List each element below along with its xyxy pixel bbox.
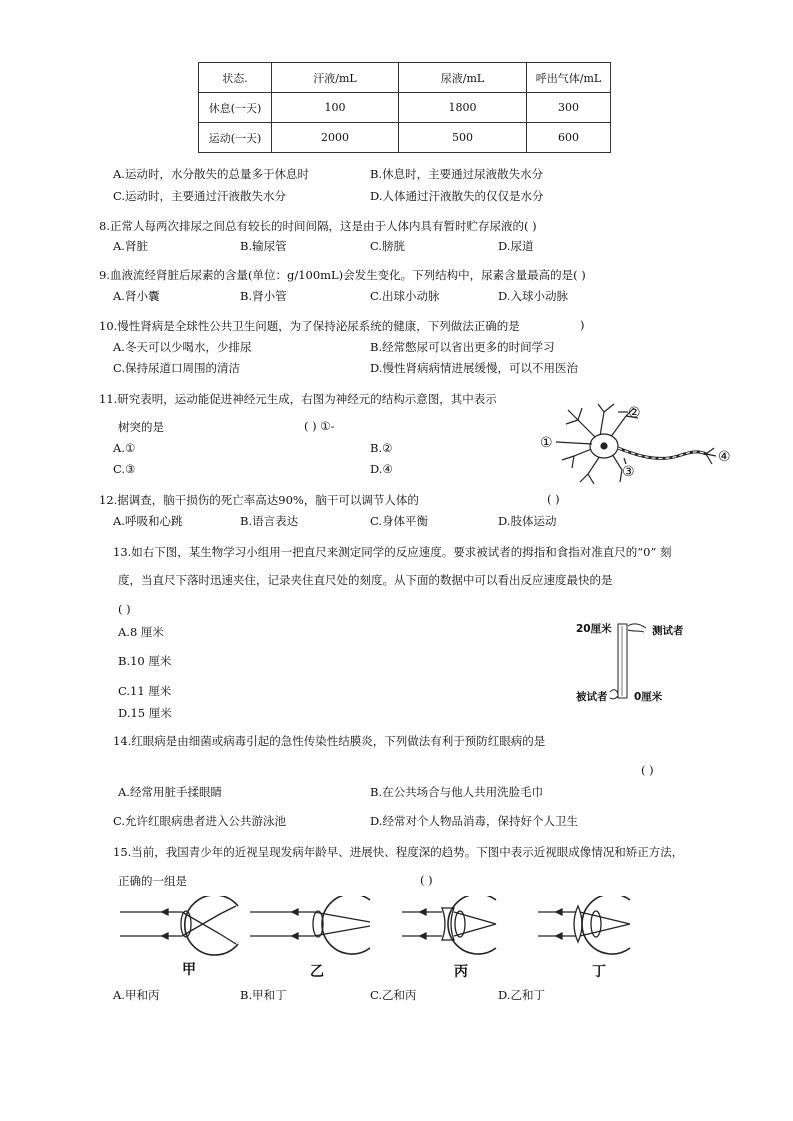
eye-diagrams (120, 896, 660, 980)
ruler (618, 624, 627, 698)
q14-stem: 14.红眼病是由细菌或病毒引起的急性传染性结膜炎，下列做法有利于预防红眼病的是 (113, 734, 546, 748)
q9-option-b: B.肾小管 (240, 289, 287, 303)
subject-label: 被试者 (576, 691, 608, 703)
q10-stem: 10.慢性肾病是全球性公共卫生问题，为了保持泌尿系统的健康，下列做法正确的是 (99, 319, 520, 333)
q15-answer-paren: ( ) (420, 873, 433, 887)
q12-stem: 12.据调查，脑干损伤的死亡率高达90%，脑干可以调节人体的 (99, 493, 419, 507)
eye-label-yi: 乙 (310, 964, 324, 980)
q13-option-d: D.15 厘米 (118, 706, 172, 720)
eye-ding (538, 896, 630, 954)
q8-option-a: A.肾脏 (113, 239, 148, 253)
q15-option-d: D.乙和丁 (498, 988, 545, 1002)
eye-label-bing: 丙 (454, 964, 468, 980)
q13-option-c: C.11 厘米 (118, 684, 172, 698)
top-mark-label: 20厘米 (576, 623, 612, 635)
q10-option-c: C.保持尿道口周围的清洁 (113, 361, 241, 375)
figure-label-1: ① (540, 435, 553, 451)
q9-option-d: D.入球小动脉 (498, 289, 568, 303)
table-cell: 100 (272, 93, 399, 123)
dendrite (580, 456, 600, 484)
table-cell: 1800 (399, 93, 527, 123)
q10-answer-paren: ) (580, 318, 585, 332)
q8-option-b: B.输尿管 (240, 239, 287, 253)
eye-yi (250, 896, 370, 954)
eye-label-ding: 丁 (592, 964, 606, 980)
subject-hand (610, 690, 618, 699)
q11-option-c: C.③ (113, 462, 136, 476)
q7-option-a: A.运动时，水分散失的总量多于休息时 (113, 167, 309, 181)
q11-answer-paren: ( ) ①- (304, 419, 335, 433)
tester-label: 测试者 (652, 625, 684, 637)
q12-option-d: D.肢体运动 (498, 514, 557, 528)
q11-option-d: D.④ (370, 462, 393, 476)
q7-option-d: D.人体通过汗液散失的仅仅是水分 (370, 189, 544, 203)
q11-stem-line2: 树突的是 (118, 420, 164, 434)
q15-stem-line2: 正确的一组是 (118, 874, 187, 888)
table-header-cell: 汗液/mL (272, 63, 399, 93)
table-header-cell: 状态. (199, 63, 272, 93)
q14-option-b: B.在公共场合与他人共用洗脸毛巾 (370, 785, 544, 799)
table-cell: 运动(一天) (199, 123, 272, 153)
q11-stem: 11.研究表明，运动能促进神经元生成，右图为神经元的结构示意图，其中表示 (99, 392, 497, 406)
table-header-row (199, 63, 611, 93)
figure-label-2: ② (628, 405, 641, 421)
q14-option-a: A.经常用脏手揉眼睛 (118, 785, 222, 799)
q12-option-b: B.语言表达 (240, 514, 299, 528)
nucleus (601, 443, 607, 449)
figure-label-3: ③ (622, 464, 635, 480)
q9-stem: 9.血液流经肾脏后尿素的含量(单位：g/100mL)会发生变化。下列结构中，尿素含量最高的是( ) (99, 268, 586, 282)
zero-mark-label: 0厘米 (634, 691, 663, 703)
q8-option-d: D.尿道 (498, 239, 534, 253)
q8-option-c: C.膀胱 (370, 239, 406, 253)
dendrite (598, 404, 614, 436)
q14-option-c: C.允许红眼病患者进入公共游泳池 (113, 814, 287, 828)
q14-option-d: D.经常对个人物品消毒，保持好个人卫生 (370, 814, 578, 828)
eye-bing (402, 896, 496, 954)
table-cell: 600 (527, 123, 611, 153)
q7-option-b: B.休息时，主要通过尿液散失水分 (370, 167, 544, 181)
axon-terminal (706, 448, 716, 464)
q7-option-c: C.运动时，主要通过汗液散失水分 (113, 189, 287, 203)
q14-answer-paren: ( ) (641, 763, 654, 777)
q13-stem: 13.如右下图，某生物学习小组用一把直尺来测定同学的反应速度。要求被试者的拇指和食指对准直尺的“0” 刻 (113, 545, 672, 559)
q11-option-b: B.② (370, 441, 393, 455)
neuron-diagram (538, 398, 738, 488)
q13-option-b: B.10 厘米 (118, 654, 172, 668)
dendrite (562, 448, 594, 468)
figure-label-4: ④ (718, 449, 731, 465)
q12-option-a: A.呼吸和心跳 (113, 514, 183, 528)
q11-option-a: A.① (113, 441, 136, 455)
q9-option-c: C.出球小动脉 (370, 289, 440, 303)
dendrite (566, 408, 598, 440)
ruler-diagram (576, 618, 726, 708)
q15-option-c: C.乙和丙 (370, 988, 417, 1002)
q15-stem: 15.当前，我国青少年的近视呈现发病年龄早、进展快、程度深的趋势。下图中表示近视眼成像情况和矫正方法， (113, 845, 684, 859)
table-header-cell: 呼出气体/mL (527, 63, 611, 93)
table-cell: 休息(一天) (199, 93, 272, 123)
q13-option-a: A.8 厘米 (118, 625, 164, 639)
dendrite (612, 454, 622, 482)
q10-option-a: A.冬天可以少喝水，少排尿 (113, 340, 252, 354)
table-header-cell: 尿液/mL (399, 63, 527, 93)
q13-stem-line2: 度，当直尺下落时迅速夹住，记录夹住直尺处的刻度。从下面的数据中可以看出反应速度最快的是 (118, 573, 613, 587)
q15-option-b: B.甲和丁 (240, 988, 287, 1002)
q10-option-d: D.慢性肾病病情进展缓慢，可以不用医治 (370, 361, 578, 375)
q12-option-c: C.身体平衡 (370, 514, 429, 528)
water-loss-table (198, 62, 611, 153)
leader-line (556, 442, 592, 444)
table-row (199, 93, 611, 123)
q9-option-a: A.肾小囊 (113, 289, 160, 303)
table-row (199, 123, 611, 153)
table-cell: 300 (527, 93, 611, 123)
eye-label-jia: 甲 (182, 962, 196, 978)
q13-answer-paren: ( ) (118, 602, 131, 616)
q10-option-b: B.经常憋尿可以省出更多的时间学习 (370, 340, 555, 354)
q8-stem: 8.正常人每两次排尿之间总有较长的时间间隔，这是由于人体内具有暂时贮存尿液的( ) (99, 219, 537, 233)
q12-answer-paren: ( ) (547, 492, 560, 506)
eye-jia (120, 896, 238, 955)
tester-hand (628, 624, 646, 632)
table-cell: 2000 (272, 123, 399, 153)
q15-option-a: A.甲和丙 (113, 988, 160, 1002)
table-cell: 500 (399, 123, 527, 153)
